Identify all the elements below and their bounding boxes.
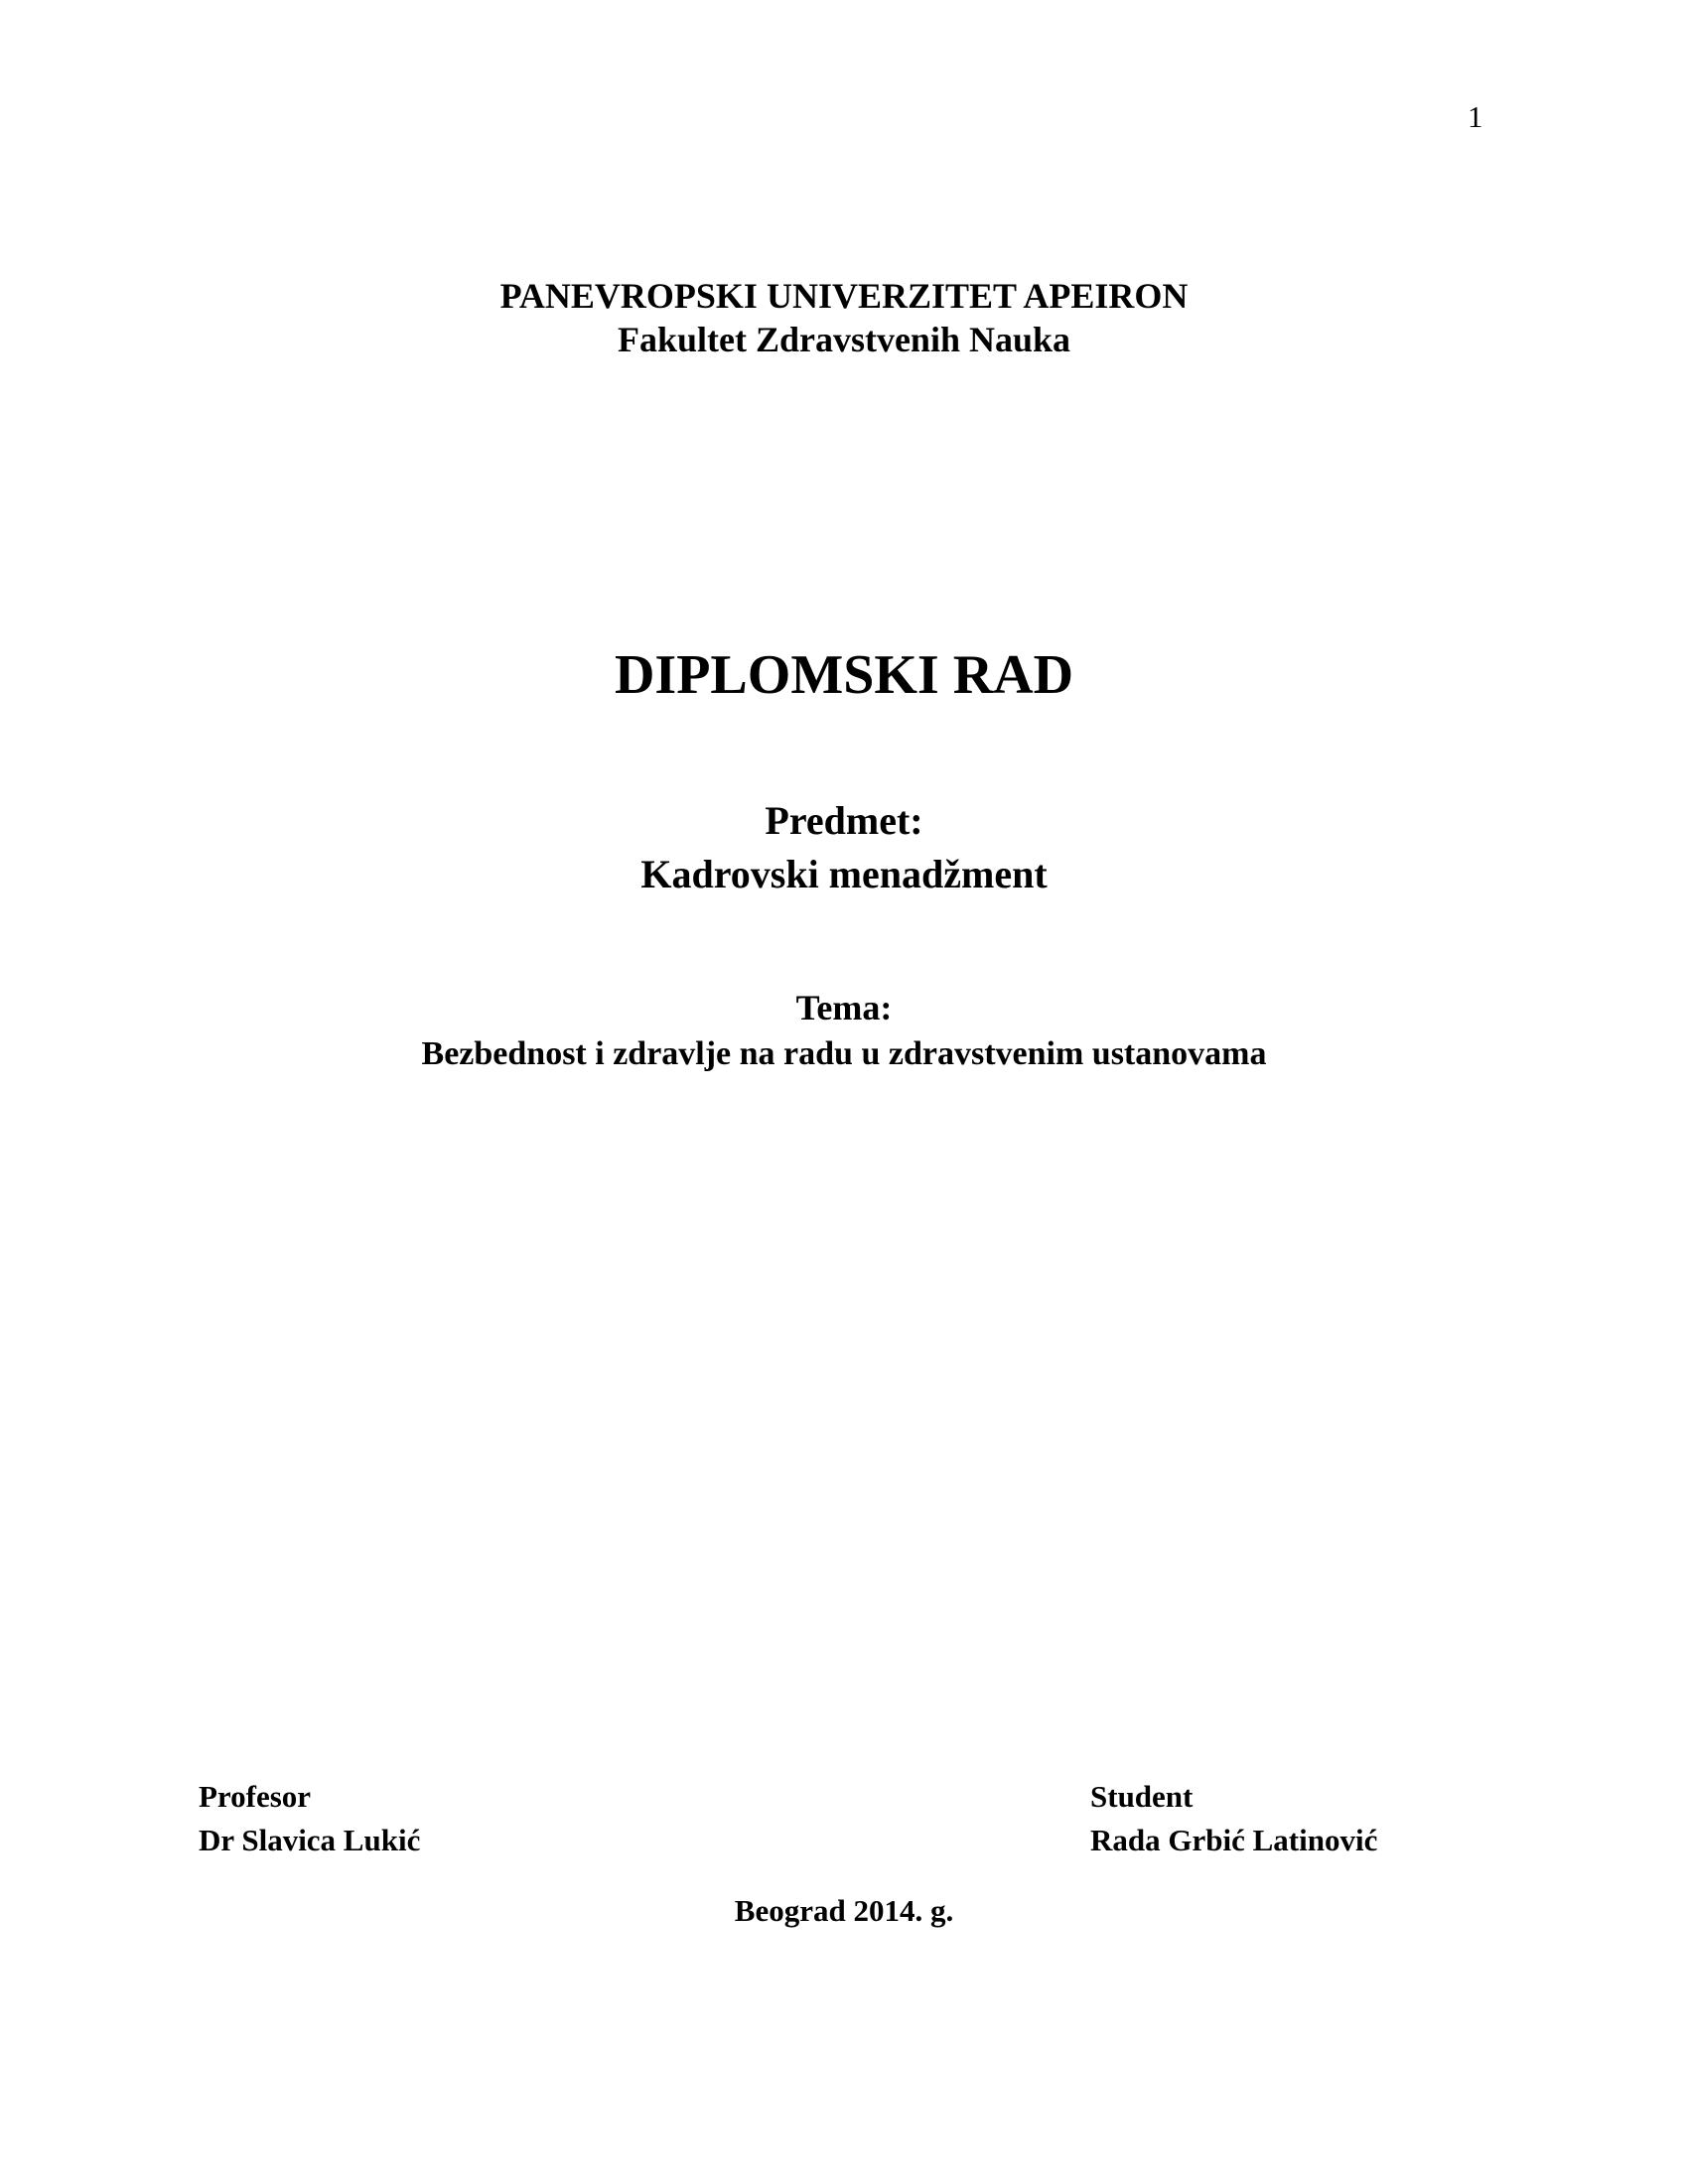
student-label: Student	[1090, 1779, 1194, 1814]
subject-label: Predmet:	[765, 798, 923, 843]
subject-value: Kadrovski menadžment	[640, 852, 1048, 896]
page-number: 1	[1468, 99, 1483, 134]
professor-block	[199, 1775, 420, 1862]
professor-name: Dr Slavica Lukić	[199, 1823, 421, 1857]
topic-value: Bezbednost i zdravlje na radu u zdravstvenim ustanovama	[421, 1035, 1267, 1072]
place-date: Beograd 2014. g.	[734, 1893, 954, 1928]
professor-label: Profesor	[199, 1779, 312, 1814]
student-block	[1090, 1775, 1377, 1862]
faculty-name: Fakultet Zdravstvenih Nauka	[617, 320, 1071, 359]
university-name: PANEVROPSKI UNIVERZITET APEIRON	[499, 276, 1189, 316]
topic-label: Tema:	[795, 988, 893, 1027]
document-title: DIPLOMSKI RAD	[614, 644, 1074, 706]
student-name: Rada Grbić Latinović	[1090, 1823, 1378, 1857]
